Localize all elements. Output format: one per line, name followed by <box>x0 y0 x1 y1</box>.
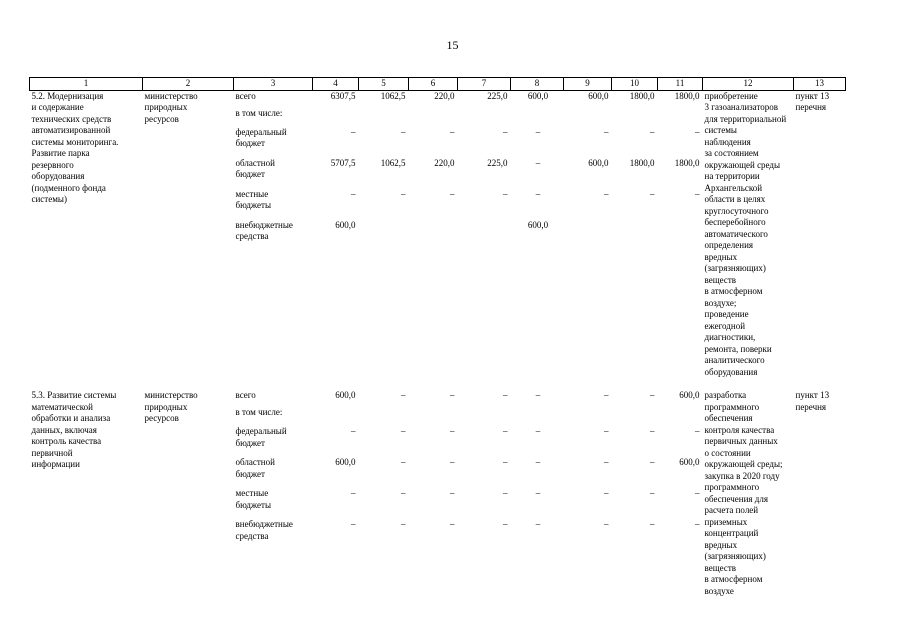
amount-value: – <box>450 488 455 498</box>
table-row <box>30 90 846 378</box>
amount-value: 600,0 <box>527 90 549 101</box>
amount-value <box>361 220 406 251</box>
amount-column-9 <box>564 378 612 597</box>
amount-value: 600,0 <box>679 390 700 400</box>
amount-value: – <box>351 488 356 498</box>
amount-value: – <box>503 457 508 467</box>
column-header: 1 <box>30 78 143 91</box>
amount-column-5 <box>359 378 409 597</box>
amount-column-11 <box>658 378 703 597</box>
amount-value: – <box>695 126 700 137</box>
amount-value: 225,0 <box>487 90 508 101</box>
executor <box>143 378 234 597</box>
column-header: 6 <box>409 78 458 91</box>
amount-column-4 <box>313 378 359 597</box>
amount-value: – <box>450 519 455 529</box>
amount-column-4 <box>313 90 359 378</box>
amount-value: – <box>535 488 541 498</box>
amount-value: 600,0 <box>335 457 356 467</box>
amount-value: – <box>450 390 455 400</box>
amount-value: – <box>535 390 541 400</box>
amount-value <box>566 220 609 251</box>
amount-value <box>566 407 609 426</box>
amount-value: – <box>650 457 655 467</box>
program-table <box>29 77 846 597</box>
amount-value: 220,0 <box>434 157 455 168</box>
amount-value: 1062,5 <box>380 157 406 168</box>
amount-value: – <box>503 126 508 137</box>
column-header: 3 <box>234 78 313 91</box>
amount-value: 1800,0 <box>674 157 700 168</box>
amount-value: – <box>401 126 406 137</box>
expected-result <box>703 90 794 378</box>
amount-column-11 <box>658 90 703 378</box>
amount-value: – <box>503 519 508 529</box>
amount-value: – <box>450 426 455 436</box>
executor-text: министерство природных ресурсов <box>144 90 198 124</box>
funding-source-label: внебюджетные средства <box>235 519 293 541</box>
amount-value: – <box>401 426 406 436</box>
amount-value: 6307,5 <box>330 90 356 101</box>
activity-name-text: 5.3. Развитие системы математической обработки и анализа данных, включая контроль качества первичной информации <box>31 390 117 469</box>
column-header: 4 <box>313 78 359 91</box>
amount-value: – <box>650 390 655 400</box>
funding-source-label: областной бюджет <box>235 457 275 479</box>
funding-source-label: местные бюджеты <box>235 488 271 510</box>
amount-value: – <box>604 126 609 137</box>
amount-value: 1062,5 <box>380 90 406 101</box>
amount-value: – <box>650 126 655 137</box>
amount-value <box>361 407 406 426</box>
amount-value: – <box>650 488 655 498</box>
column-header: 13 <box>794 78 846 91</box>
amount-value: – <box>401 188 406 199</box>
reference-text: пункт 13 перечня <box>795 390 830 412</box>
amount-value <box>614 108 655 127</box>
amount-value: 225,0 <box>487 157 508 168</box>
funding-source-label: всего <box>235 390 256 400</box>
amount-value: – <box>695 488 700 498</box>
amount-value <box>614 220 655 251</box>
activity-name-text: 5.2. Модернизация и содержание технических средств автоматизированной системы мониторинга. Развитие парка резервного оборудования (подменного фонда системы) <box>31 90 119 204</box>
amount-value: – <box>535 457 541 467</box>
amount-value: – <box>503 390 508 400</box>
amount-value: – <box>535 157 541 168</box>
expected-result-text: разработка программного обеспечения контроля качества первичных данных о состоянии окружающей среды; закупка в 2020 году программного обеспечения для расчета полей приземных концентраций вредных (загрязняющих) веществ в атмосферном воздухе <box>704 390 783 596</box>
amount-column-9 <box>564 90 612 378</box>
reference <box>794 90 846 378</box>
funding-source-label: областной бюджет <box>235 157 275 179</box>
amount-value: – <box>351 126 356 137</box>
amount-value: – <box>604 426 609 436</box>
amount-value: 600,0 <box>335 390 356 400</box>
amount-value: 600,0 <box>335 219 356 230</box>
amount-value: – <box>604 390 609 400</box>
amount-column-7 <box>458 378 511 597</box>
column-header: 10 <box>612 78 658 91</box>
funding-source-label: в том числе: <box>235 407 283 417</box>
reference-text: пункт 13 перечня <box>795 90 830 112</box>
column-header: 9 <box>564 78 612 91</box>
amount-value: – <box>650 426 655 436</box>
amount-value: 600,0 <box>588 90 609 101</box>
amount-value <box>513 108 564 127</box>
funding-source-label: внебюджетные средства <box>235 219 293 241</box>
reference <box>794 378 846 597</box>
column-header: 11 <box>658 78 703 91</box>
amount-value <box>460 108 508 127</box>
amount-value: – <box>351 188 356 199</box>
amount-value: – <box>535 188 541 199</box>
amount-value: – <box>695 426 700 436</box>
amount-column-6 <box>409 90 458 378</box>
amount-value: 5707,5 <box>330 157 356 168</box>
column-header: 2 <box>143 78 234 91</box>
column-header: 8 <box>511 78 564 91</box>
amount-column-10 <box>612 378 658 597</box>
amount-value: – <box>450 188 455 199</box>
amount-value: 1800,0 <box>629 90 655 101</box>
column-header: 5 <box>359 78 409 91</box>
amount-value: – <box>450 126 455 137</box>
amount-value: 1800,0 <box>674 90 700 101</box>
amount-value <box>411 220 455 251</box>
amount-value: 600,0 <box>588 157 609 168</box>
amount-value: – <box>351 426 356 436</box>
amount-value <box>566 108 609 127</box>
amount-value: – <box>695 519 700 529</box>
amount-value: – <box>604 488 609 498</box>
amount-value: – <box>401 457 406 467</box>
amount-value <box>315 407 356 426</box>
funding-source-label: федеральный бюджет <box>235 126 287 148</box>
amount-value <box>361 108 406 127</box>
amount-value: – <box>535 126 541 137</box>
amount-column-10 <box>612 90 658 378</box>
column-header: 7 <box>458 78 511 91</box>
amount-value: – <box>503 488 508 498</box>
amount-value: – <box>535 426 541 436</box>
amount-value <box>660 407 700 426</box>
funding-source-label: федеральный бюджет <box>235 426 287 448</box>
funding-sources <box>234 90 313 378</box>
column-number-row <box>30 78 846 91</box>
amount-value <box>513 407 564 426</box>
amount-value: – <box>535 519 541 529</box>
amount-value: – <box>650 188 655 199</box>
amount-value <box>460 407 508 426</box>
amount-value <box>460 220 508 251</box>
amount-value <box>660 108 700 127</box>
funding-sources <box>234 378 313 597</box>
amount-column-7 <box>458 90 511 378</box>
activity-name <box>30 378 143 597</box>
amount-value: 600,0 <box>679 457 700 467</box>
amount-value: – <box>695 188 700 199</box>
amount-value: – <box>650 519 655 529</box>
amount-value <box>411 407 455 426</box>
expected-result-text: приобретение 3 газоанализаторов для территориальной системы наблюдения за состоянием окружающей среды на территории Архангельской области в целях круглосуточного бесперебойного автоматического определения вредных (загрязняющих) веществ в атмосферном воздухе; проведение ежегодной диагностики, ремонта, поверки аналитического оборудования <box>704 90 787 377</box>
amount-value: 1800,0 <box>629 157 655 168</box>
amount-value: – <box>401 390 406 400</box>
funding-source-label: местные бюджеты <box>235 188 271 210</box>
page-number: 15 <box>446 38 459 52</box>
funding-source-label: всего <box>235 90 256 101</box>
expected-result <box>703 378 794 597</box>
funding-source-label: в том числе: <box>235 107 283 118</box>
executor <box>143 90 234 378</box>
amount-value: – <box>450 457 455 467</box>
amount-value: – <box>401 488 406 498</box>
amount-column-6 <box>409 378 458 597</box>
amount-value: – <box>604 457 609 467</box>
amount-value <box>614 407 655 426</box>
amount-value: – <box>604 519 609 529</box>
amount-column-5 <box>359 90 409 378</box>
amount-value: – <box>503 188 508 199</box>
amount-value: – <box>351 519 356 529</box>
executor-text: министерство природных ресурсов <box>144 390 198 423</box>
amount-value <box>660 220 700 251</box>
activity-name <box>30 90 143 378</box>
amount-value: – <box>604 188 609 199</box>
table-row <box>30 378 846 597</box>
amount-value: – <box>503 426 508 436</box>
amount-value: – <box>401 519 406 529</box>
amount-column-8 <box>511 90 564 378</box>
amount-value: 220,0 <box>434 90 455 101</box>
column-header: 12 <box>703 78 794 91</box>
amount-column-8 <box>511 378 564 597</box>
amount-value <box>411 108 455 127</box>
amount-value <box>315 108 356 127</box>
amount-value: 600,0 <box>527 219 549 230</box>
